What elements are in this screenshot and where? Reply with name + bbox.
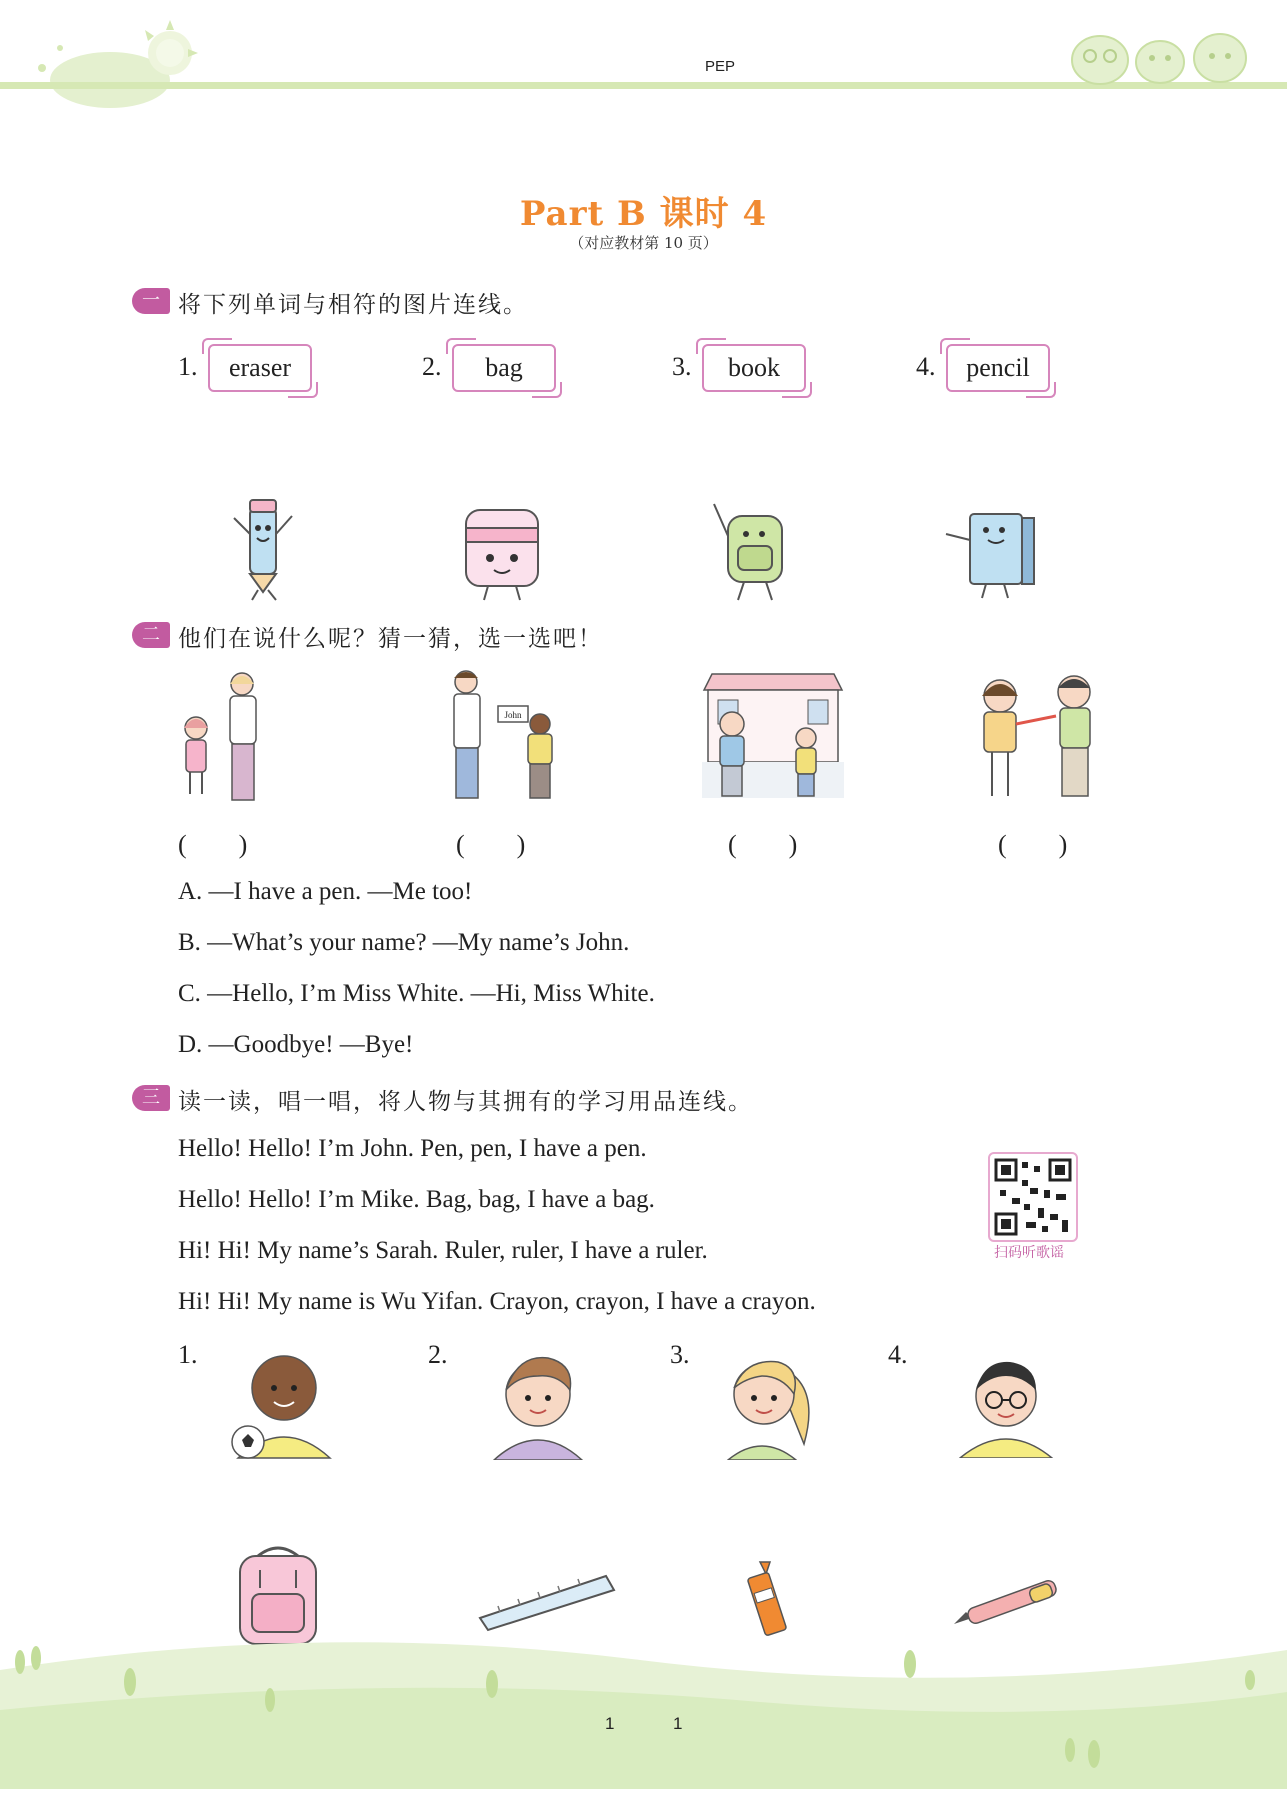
word-4-num: 4. bbox=[916, 352, 936, 381]
option-b: B. —What’s your name? —My name’s John. bbox=[178, 929, 630, 956]
header-decoration-right bbox=[1060, 20, 1260, 85]
person-1-num: 1. bbox=[178, 1340, 198, 1369]
section-3-title: 读一读，唱一唱，将人物与其拥有的学习用品连线。 bbox=[178, 1089, 753, 1115]
crayon-illustration[interactable] bbox=[746, 1560, 794, 1640]
eraser-character-illustration[interactable] bbox=[460, 502, 544, 602]
word-3-box[interactable]: book bbox=[702, 344, 806, 392]
pen-illustration[interactable] bbox=[952, 1576, 1064, 1628]
answer-blank-4[interactable]: ( ) bbox=[998, 830, 1068, 859]
person-2-num: 2. bbox=[428, 1340, 448, 1369]
page-title: Part B 课时 4 bbox=[519, 194, 768, 234]
answer-blank-3[interactable]: ( ) bbox=[728, 830, 798, 859]
section-3-badge: 三 bbox=[132, 1085, 170, 1111]
qr-label: 扫码听歌谣 bbox=[994, 1245, 1064, 1261]
wu-yifan-portrait[interactable] bbox=[954, 1346, 1058, 1458]
teacher-and-john-illustration bbox=[448, 668, 560, 802]
word-3-num: 3. bbox=[672, 352, 692, 381]
page-subtitle: （对应教材第 10 页） bbox=[569, 234, 718, 252]
ruler-illustration[interactable] bbox=[476, 1572, 618, 1632]
song-line-2: Hello! Hello! I’m Mike. Bag, bag, I have a bag. bbox=[178, 1186, 655, 1213]
page-number-left: 1 bbox=[605, 1714, 615, 1733]
kids-waving-goodbye-illustration bbox=[698, 672, 848, 800]
answer-blank-1[interactable]: ( ) bbox=[178, 830, 248, 859]
word-1-num: 1. bbox=[178, 352, 198, 381]
john-portrait[interactable] bbox=[226, 1346, 342, 1460]
kids-with-pens-illustration bbox=[970, 670, 1106, 802]
song-line-4: Hi! Hi! My name is Wu Yifan. Crayon, crayon, I have a crayon. bbox=[178, 1288, 816, 1315]
svg-text:John: John bbox=[504, 710, 522, 720]
option-a: A. —I have a pen. —Me too! bbox=[178, 878, 473, 905]
header-label: PEP bbox=[704, 58, 735, 75]
mike-portrait[interactable] bbox=[488, 1344, 588, 1460]
header-decoration-left bbox=[20, 8, 200, 108]
footer-landscape bbox=[0, 1630, 1287, 1789]
page-number-right: 1 bbox=[673, 1714, 683, 1733]
book-character-illustration[interactable] bbox=[942, 506, 1052, 602]
section-1-title: 将下列单词与相符的图片连线。 bbox=[178, 292, 528, 318]
pencil-character-illustration[interactable] bbox=[228, 494, 298, 602]
section-1-badge: 一 bbox=[132, 288, 170, 314]
section-2-badge: 二 bbox=[132, 622, 170, 648]
option-c: C. —Hello, I’m Miss White. —Hi, Miss White. bbox=[178, 980, 655, 1007]
sarah-portrait[interactable] bbox=[722, 1344, 822, 1460]
word-1-box[interactable]: eraser bbox=[208, 344, 312, 392]
section-2-title: 他们在说什么呢？猜一猜，选一选吧！ bbox=[178, 626, 603, 652]
word-2-box[interactable]: bag bbox=[452, 344, 556, 392]
song-line-3: Hi! Hi! My name’s Sarah. Ruler, ruler, I have a ruler. bbox=[178, 1237, 708, 1264]
song-line-1: Hello! Hello! I’m John. Pen, pen, I have a pen. bbox=[178, 1135, 647, 1162]
word-2-num: 2. bbox=[422, 352, 442, 381]
bag-character-illustration[interactable] bbox=[708, 496, 798, 602]
person-4-num: 4. bbox=[888, 1340, 908, 1369]
option-d: D. —Goodbye! —Bye! bbox=[178, 1031, 414, 1058]
qr-code[interactable] bbox=[988, 1152, 1078, 1242]
word-4-box[interactable]: pencil bbox=[946, 344, 1050, 392]
person-3-num: 3. bbox=[670, 1340, 690, 1369]
girl-and-miss-white-illustration bbox=[176, 670, 276, 810]
answer-blank-2[interactable]: ( ) bbox=[456, 830, 526, 859]
